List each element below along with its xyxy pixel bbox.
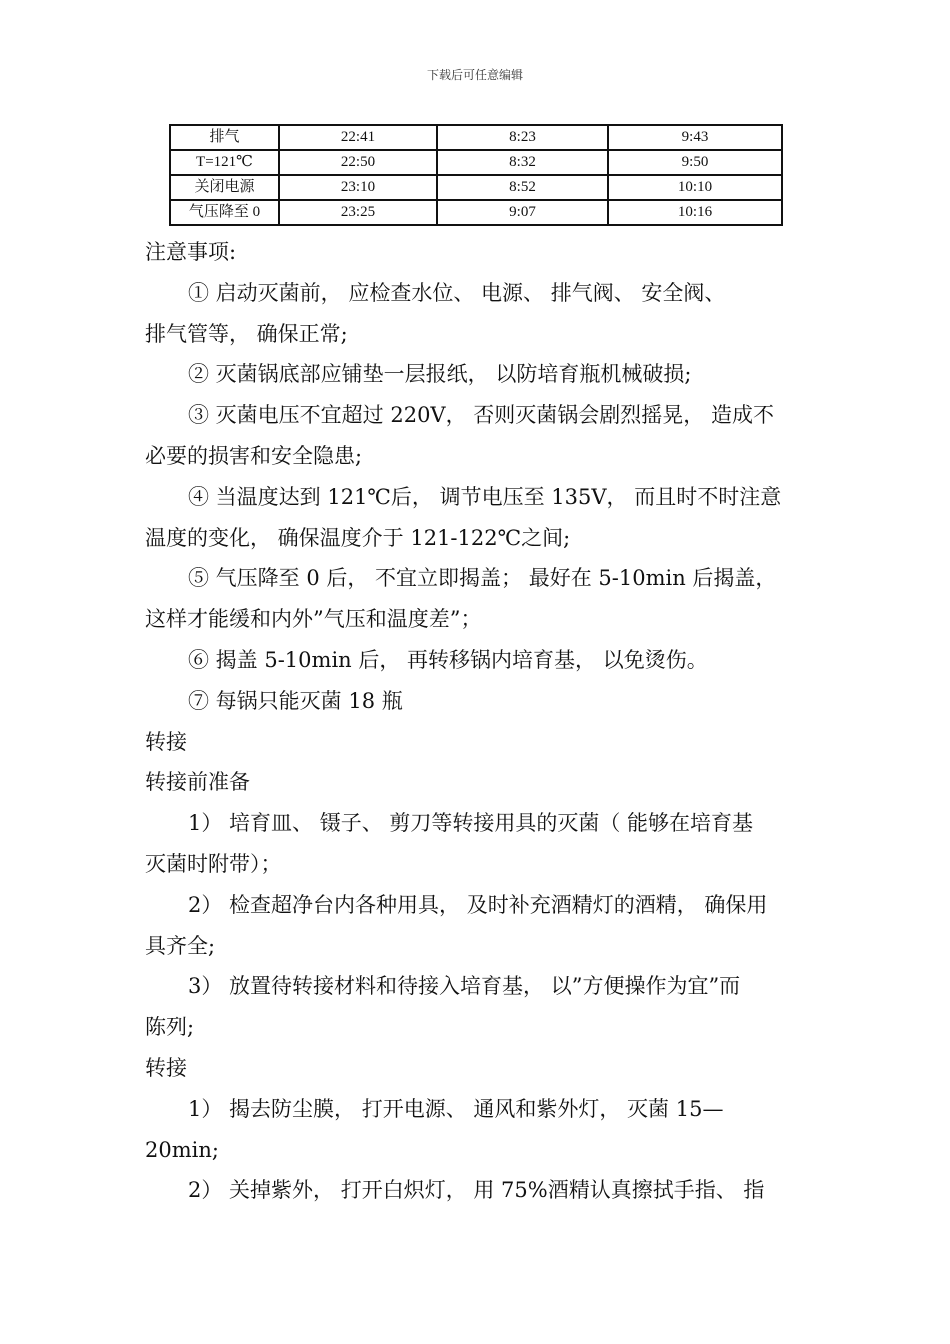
table-cell: 9:43 <box>608 125 782 150</box>
paragraph-line: 排气管等， 确保正常; <box>145 321 348 346</box>
paragraph-line: ③ 灭菌电压不宜超过 220V， 否则灭菌锅会剧烈摇晃， 造成不 <box>188 403 774 428</box>
paragraph-line: 必要的损害和安全隐患; <box>145 443 363 468</box>
table-row <box>170 200 782 225</box>
table-cell: 8:23 <box>437 125 608 150</box>
table-cell: 8:32 <box>437 150 608 175</box>
table-cell: 23:10 <box>279 175 437 200</box>
document-body <box>145 232 807 1211</box>
table-cell: 23:25 <box>279 200 437 225</box>
section-heading: 转接前准备 <box>145 770 250 795</box>
paragraph-line: 1） 培育皿、 镊子、 剪刀等转接用具的灭菌（ 能够在培育基 <box>188 811 754 836</box>
paragraph-line: ② 灭菌锅底部应铺垫一层报纸， 以防培育瓶机械破损; <box>188 362 692 387</box>
paragraph-line: 2） 关掉紫外， 打开白炽灯， 用 75%酒精认真擦拭手指、 指 <box>188 1178 765 1203</box>
table-cell: T=121℃ <box>170 150 279 175</box>
paragraph-line: 具齐全; <box>145 933 216 958</box>
page-header: 下载后可任意编辑 <box>426 68 523 82</box>
paragraph-line: 1） 揭去防尘膜， 打开电源、 通风和紫外灯， 灭菌 15— <box>188 1096 724 1121</box>
section-heading: 转接 <box>145 1055 187 1080</box>
sterilization-time-table <box>169 124 783 226</box>
table-cell: 10:10 <box>608 175 782 200</box>
table-cell: 排气 <box>170 125 279 150</box>
table-cell: 8:52 <box>437 175 608 200</box>
table-cell: 22:50 <box>279 150 437 175</box>
paragraph-line: 温度的变化， 确保温度介于 121-122℃之间; <box>145 525 571 550</box>
paragraph-line: 3） 放置待转接材料和待接入培育基， 以”方便操作为宜”而 <box>188 974 741 999</box>
paragraph-line: 灭菌时附带）； <box>145 851 282 876</box>
paragraph-line: 这样才能缓和内外”气压和温度差”； <box>145 607 482 632</box>
table-cell: 9:50 <box>608 150 782 175</box>
table-cell: 气压降至 0 <box>170 200 279 225</box>
table-cell: 关闭电源 <box>170 175 279 200</box>
paragraph-line: 2） 检查超净台内各种用具， 及时补充酒精灯的酒精， 确保用 <box>188 892 768 917</box>
table-row <box>170 150 782 175</box>
table-cell: 22:41 <box>279 125 437 150</box>
paragraph-line: ① 启动灭菌前， 应检查水位、 电源、 排气阀、 安全阀、 <box>188 280 726 305</box>
table-row <box>170 125 782 150</box>
paragraph-line: 20min; <box>145 1137 219 1162</box>
table-cell: 10:16 <box>608 200 782 225</box>
paragraph-line: ④ 当温度达到 121℃后， 调节电压至 135V， 而且时不时注意 <box>188 484 782 509</box>
table-cell: 9:07 <box>437 200 608 225</box>
table-row <box>170 175 782 200</box>
paragraph-line: ⑥ 揭盖 5-10min 后， 再转移锅内培育基， 以免烫伤。 <box>188 647 708 672</box>
paragraph-line: ⑤ 气压降至 0 后， 不宜立即揭盖； 最好在 5-10min 后揭盖， <box>188 566 777 591</box>
paragraph-line: ⑦ 每锅只能灭菌 18 瓶 <box>188 688 403 713</box>
section-heading: 转接 <box>145 729 187 754</box>
section-heading: 注意事项: <box>145 240 237 264</box>
paragraph-line: 陈列; <box>145 1015 195 1040</box>
